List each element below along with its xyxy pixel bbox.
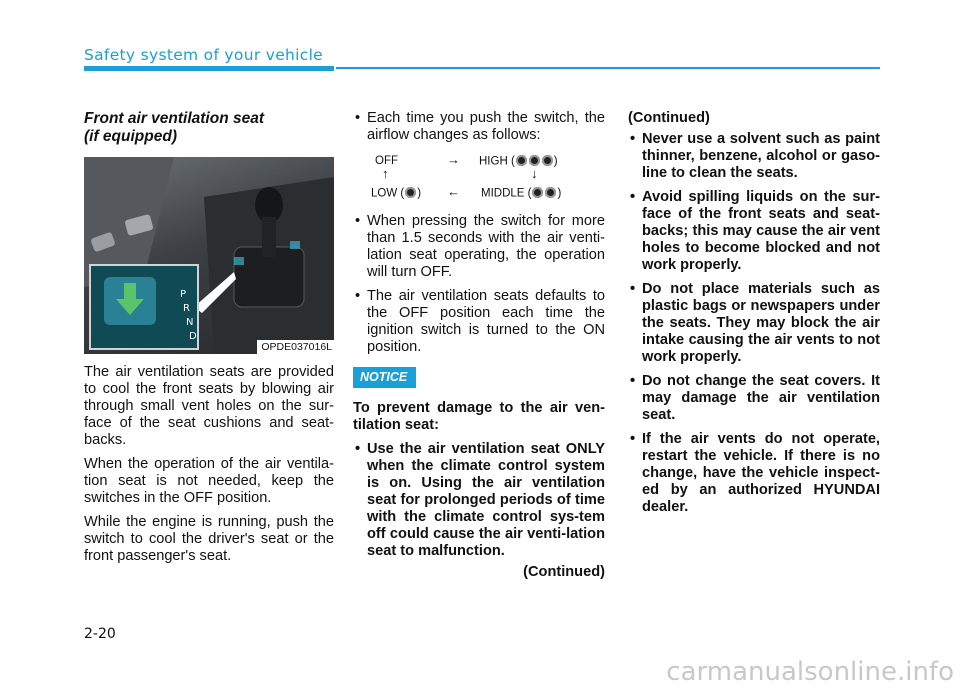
notice-badge: NOTICE [353,367,416,388]
continued-label: (Continued) [523,564,605,580]
list-item: • Do not change the seat covers. It may damage the air ventilation seat. [628,373,880,424]
mode-middle-label: MIDDLE ( [481,187,532,200]
arrow-up-icon: ↑ [382,166,389,181]
image-caption: OPDE037016L [257,340,334,354]
section-title [84,110,334,146]
arrow-down-icon: ↓ [531,166,538,181]
mode-high-close: ) [553,155,558,168]
svg-text:R: R [183,303,190,314]
notice-heading: To prevent damage to the air ven-tilation seat: [353,400,605,433]
section-header: Safety system of your vehicle [84,46,324,64]
list-item: • Never use a solvent such as paint thinner, benzene, alcohol or gaso-line to clean the seats. [628,131,880,182]
list-item: • The air ventilation seats defaults to the OFF position each time the ignition switch is turned to the ON position. [353,288,605,356]
column-left [84,106,334,572]
mode-high-label: HIGH ( [479,155,515,168]
mode-middle-close: ) [557,187,562,200]
mode-low [371,185,421,203]
console-illustration [84,157,334,354]
paragraph: While the engine is running, push the switch to cool the driver's seat or the front passenger's seat. [84,514,334,564]
svg-text:N: N [186,317,194,328]
section-title-sub: (if equipped) [84,128,177,145]
mode-low-label: LOW ( [371,187,405,200]
fan-level-2-icon [531,185,557,202]
mode-middle [481,185,561,203]
list-item: • Use the air ventilation seat ONLY when the climate control system is on. Using the air ventilation seat for prolonged periods of time with the climate control sys-tem off could cause the air venti-lation seat to malfunction. [353,441,605,560]
svg-text:P: P [180,289,187,300]
column-middle [353,106,605,581]
bullet-list [353,213,605,356]
airflow-diagram [353,151,605,203]
paragraph: The air ventilation seats are provided to cool the front seats by blowing air through small vent holes on the sur-face of the seat cushions and seat-backs. [84,364,334,448]
bullet-list [353,110,605,144]
list-item: • Each time you push the switch, the airflow changes as follows: [353,110,605,144]
arrow-right-icon: → [447,152,460,167]
header-rule-thin [336,67,880,69]
page-number: 2-20 [84,626,116,642]
list-item: • Avoid spilling liquids on the sur-face of the front seats and seat-backs; this may cause the air vent holes to become blocked and not work properly. [628,189,880,274]
section-title-main: Front air ventilation seat [84,110,265,127]
header-rule-thick [84,66,334,71]
paragraph: When the operation of the air ventila-tion seat is not needed, keep the switches in the OFF position. [84,456,334,506]
continued-label: (Continued) [628,110,710,126]
list-item: • When pressing the switch for more than 1.5 seconds with the air venti-lation seat operating, the operation will turn OFF. [353,213,605,281]
list-item: • Do not place materials such as plastic bags or newspapers under the seats. They may block the air intake causing the air vents to not work properly. [628,281,880,366]
mode-high [479,153,558,171]
notice-list [628,131,880,516]
notice-list [353,441,605,560]
column-right [628,106,880,523]
mode-low-close: ) [417,187,422,200]
mode-off: OFF [375,155,398,167]
list-item: • If the air vents do not operate, restart the vehicle. If there is no change, have the vehicle inspect-ed by an authorized HYUNDAI dealer. [628,431,880,516]
console-photo [84,157,334,354]
watermark: carmanualsonline.info [666,657,954,687]
fan-level-1-icon [404,185,417,202]
arrow-left-icon: ← [447,184,460,199]
svg-text:D: D [189,331,197,342]
